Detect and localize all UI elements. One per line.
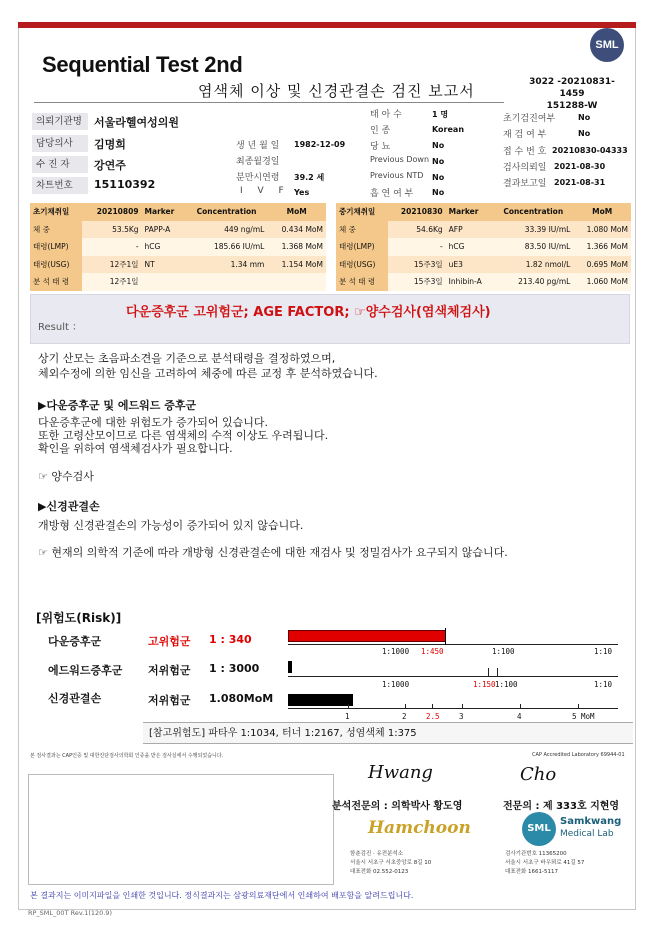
second-cell: 15주3일 <box>388 273 446 291</box>
first-cell: - <box>82 238 141 256</box>
axis1-tick-450: 1:450 <box>421 647 444 656</box>
dob-label: 생 년 월 일 <box>236 141 280 151</box>
first-cell: 태령(LMP) <box>30 238 82 256</box>
second-cell: 0.695 MoM <box>573 256 631 274</box>
name-value: 강연주 <box>94 159 126 172</box>
axis3-tick-3: 3 <box>459 712 464 721</box>
smoking-label: 흡 연 여 부 <box>370 189 414 199</box>
institution-value: 서울라헬여성의원 <box>94 116 180 129</box>
axis2-cutoff-tick <box>488 668 489 677</box>
ivf-label: I V F <box>240 186 290 196</box>
risk-axis-edwards <box>288 676 618 677</box>
cap-number: CAP Accredited Laboratory 69944-01 <box>532 752 625 758</box>
first-row <box>30 238 326 256</box>
institution-label: 의뢰기관명 <box>32 113 88 130</box>
down-edwards-heading: ▶다운증후군 및 에드워드 증후군 <box>38 399 197 412</box>
second-row <box>336 256 631 274</box>
chart-label: 차트번호 <box>32 177 88 194</box>
second-cell: 1.060 MoM <box>573 273 631 291</box>
second-cell: 20210830 <box>388 203 446 221</box>
interpretation-line-1: 상기 산모는 초음파소견을 기준으로 분석태령을 결정하였으며, <box>38 352 336 365</box>
axis3-tick-2: 2 <box>402 712 407 721</box>
second-cell: Inhibin-A <box>446 273 494 291</box>
risk-level-down: 고위험군 <box>148 635 191 648</box>
receipt-value: 20210830-04333 <box>552 146 628 155</box>
first-cell: 체 중 <box>30 221 82 239</box>
second-cell: 33.39 IU/mL <box>493 221 573 239</box>
prev-ntd-value: No <box>432 173 445 182</box>
first-cell: NT <box>142 256 186 274</box>
notes-box <box>28 774 334 885</box>
prev-down-value: No <box>432 157 445 166</box>
first-cell <box>267 273 326 291</box>
reference-risk: [참고위험도] 파타우 1:1034, 터너 1:2167, 성염색체 1:375 <box>143 722 633 744</box>
risk-bar-ntd <box>288 694 353 706</box>
specialist-signature: Cho <box>520 764 557 785</box>
second-cell: - <box>388 238 446 256</box>
second-cell: Marker <box>446 203 494 221</box>
first-cell: 분 석 태 령 <box>30 273 82 291</box>
second-cell: 중기채취일 <box>336 203 388 221</box>
receipt-label: 접 수 번 호 <box>503 147 547 157</box>
axis1-tick-100: 1:100 <box>492 647 515 656</box>
second-cell: 1.82 nmol/L <box>493 256 573 274</box>
ntd-line: 개방형 신경관결손의 가능성이 증가되어 있지 않습니다. <box>38 519 304 532</box>
down-line-3: 확인을 위하여 염색체검사가 필요합니다. <box>38 442 233 455</box>
name-label: 수 진 자 <box>32 156 88 173</box>
first-cell: 1.34 mm <box>186 256 268 274</box>
down-line-1: 다운증후군에 대한 위험도가 증가되어 있습니다. <box>38 416 269 429</box>
header-accent-bar <box>18 22 636 28</box>
first-cell <box>186 273 268 291</box>
title-divider <box>34 102 504 103</box>
specialist-name: 전문의 : 제 333호 지현영 <box>503 801 620 812</box>
axis3-tick-4: 4 <box>517 712 522 721</box>
first-screen-label: 초기검진여부 <box>503 114 556 124</box>
smoking-value: No <box>432 188 445 197</box>
second-row <box>336 203 631 221</box>
second-cell: 태령(USG) <box>336 256 388 274</box>
age-value: 39.2 세 <box>294 173 325 182</box>
axis1-tick-1000: 1:1000 <box>382 647 410 656</box>
axis3-tick-mark-25 <box>432 704 433 709</box>
first-cell: 12주1일 <box>82 273 141 291</box>
report-date-label: 결과보고일 <box>503 179 547 189</box>
retest-label: 재 검 여 부 <box>503 130 547 140</box>
test-request-value: 2021-08-30 <box>554 162 606 171</box>
first-cell: PAPP-A <box>142 221 186 239</box>
second-cell: uE3 <box>446 256 494 274</box>
first-trimester-table <box>30 203 326 291</box>
report-subtitle: 염색체 이상 및 신경관결손 검진 보고서 <box>198 82 475 100</box>
axis2-tick-150: 1:150 <box>473 680 496 689</box>
axis3-tick-25: 2.5 <box>426 712 440 721</box>
second-trimester-table <box>336 203 631 291</box>
risk-bar-down <box>288 630 446 642</box>
result-label: Result ： <box>38 322 83 333</box>
first-cell: 449 ng/mL <box>186 221 268 239</box>
form-number: RP_SML_00T Rev.1(120.9) <box>28 909 113 917</box>
second-cell: MoM <box>573 203 631 221</box>
axis3-tick-mark-3 <box>462 704 463 709</box>
analyst-name: 분석전문의 : 의학박사 황도영 <box>332 801 463 812</box>
risk-name-down: 다운증후군 <box>48 635 102 648</box>
retest-value: No <box>578 129 591 138</box>
second-cell: 체 중 <box>336 221 388 239</box>
sml-logo: SML <box>590 28 624 62</box>
axis2-tick-1000: 1:1000 <box>382 680 410 689</box>
second-cell: 1.366 MoM <box>573 238 631 256</box>
ivf-value: Yes <box>294 188 310 197</box>
recommendation-ntd: ☞ 현재의 의학적 기준에 따라 개방형 신경관결손에 대한 재검사 및 정밀검사가 요구되지 않습니다. <box>38 546 508 559</box>
lmp-label: 최종월경일 <box>236 157 280 167</box>
ntd-heading: ▶신경관결손 <box>38 500 100 513</box>
report-title: Sequential Test 2nd <box>42 52 243 77</box>
risk-level-ntd: 저위험군 <box>148 694 191 707</box>
second-row <box>336 238 631 256</box>
risk-bar-edwards <box>288 661 292 673</box>
second-cell: hCG <box>446 238 494 256</box>
second-cell: 213.40 pg/mL <box>493 273 573 291</box>
second-cell: 1.080 MoM <box>573 221 631 239</box>
risk-level-edwards: 저위험군 <box>148 664 191 677</box>
axis2-tick-10: 1:10 <box>594 680 613 689</box>
second-cell: AFP <box>446 221 494 239</box>
recommendation-amnio: ☞ 양수검사 <box>38 470 94 483</box>
first-cell: 12주1일 <box>82 256 141 274</box>
down-line-2: 또한 고령산모이므로 다른 염색체의 수적 이상도 우려됩니다. <box>38 429 329 442</box>
age-label: 분만시연령 <box>236 173 280 183</box>
first-cell: 20210809 <box>82 203 141 221</box>
first-cell: Marker <box>142 203 186 221</box>
axis3-tick-5: 5 MoM <box>572 712 595 721</box>
analyst-signature: Hwang <box>368 762 433 783</box>
risk-marker-down <box>445 628 446 645</box>
risk-ratio-down: 1 : 340 <box>209 633 252 646</box>
fetus-value: 1 명 <box>432 110 449 119</box>
second-cell: Concentration <box>493 203 573 221</box>
doctor-value: 김명희 <box>94 138 126 151</box>
race-value: Korean <box>432 125 465 134</box>
second-cell: 83.50 IU/mL <box>493 238 573 256</box>
chart-value: 15110392 <box>94 178 156 191</box>
first-cell: Concentration <box>186 203 268 221</box>
second-cell: 15주3일 <box>388 256 446 274</box>
request-number: 3022 -20210831-1459 151288-W <box>529 77 615 111</box>
samkwang-address: 검사기관번호 11365200 서울시 서초구 바우뫼로 41길 57 대표전화 1661-5117 <box>505 851 585 875</box>
risk-name-edwards: 에드워드증후군 <box>48 664 123 677</box>
test-request-label: 검사의뢰일 <box>503 163 547 173</box>
first-row <box>30 203 326 221</box>
second-row <box>336 273 631 291</box>
second-row <box>336 221 631 239</box>
second-cell: 54.6Kg <box>388 221 446 239</box>
first-cell: 초기채취일 <box>30 203 82 221</box>
risk-ratio-ntd: 1.080MoM <box>209 692 274 705</box>
first-cell: 185.66 IU/mL <box>186 238 268 256</box>
first-screen-value: No <box>578 113 591 122</box>
axis3-tick-1: 1 <box>345 712 350 721</box>
doctor-label: 담당의사 <box>32 135 88 152</box>
axis3-tick-mark-2 <box>405 704 406 709</box>
first-cell: 태령(USG) <box>30 256 82 274</box>
first-cell: 1.368 MoM <box>267 238 326 256</box>
samkwang-logo-sub: Medical Lab <box>560 829 614 839</box>
axis2-tick-100: 1:100 <box>495 680 518 689</box>
first-row <box>30 221 326 239</box>
race-label: 인 종 <box>370 126 391 136</box>
first-cell: 1.154 MoM <box>267 256 326 274</box>
footer-notice: 본 결과지는 이미지파일을 인쇄한 것입니다. 정식결과지는 삼광의료재단에서 인쇄하여 배포함을 알려드립니다. <box>30 891 414 900</box>
prev-ntd-label: Previous NTD <box>370 171 424 180</box>
axis3-tick-mark-4 <box>520 704 521 709</box>
first-cell: hCG <box>142 238 186 256</box>
first-row <box>30 256 326 274</box>
second-cell: 분 석 태 령 <box>336 273 388 291</box>
risk-axis-down <box>288 644 618 645</box>
diabetes-label: 당 뇨 <box>370 142 391 152</box>
risk-ratio-edwards: 1 : 3000 <box>209 662 260 675</box>
accreditation-note: 본 검사결과는 CAP인증 및 대한진단검사의학회 인증을 받은 검사실에서 수행되었습니다. <box>30 753 224 759</box>
interpretation-line-2: 체외수정에 의한 임신을 고려하여 체중에 따른 교정 후 분석하였습니다. <box>38 367 378 380</box>
axis3-tick-mark-1 <box>348 704 349 709</box>
hamchoon-logo: Hamchoon <box>368 818 471 838</box>
first-cell: 53.5Kg <box>82 221 141 239</box>
first-cell <box>142 273 186 291</box>
first-row <box>30 273 326 291</box>
first-cell: MoM <box>267 203 326 221</box>
diabetes-value: No <box>432 141 445 150</box>
prev-down-label: Previous Down <box>370 155 430 164</box>
risk-axis-ntd <box>288 708 618 709</box>
axis2-tick-mark <box>497 668 498 677</box>
risk-heading: [위험도(Risk)] <box>36 611 122 625</box>
second-cell: 태령(LMP) <box>336 238 388 256</box>
axis3-tick-mark-5 <box>578 704 579 709</box>
sml-lab-logo-mark: SML <box>522 812 556 846</box>
first-cell: 0.434 MoM <box>267 221 326 239</box>
dob-value: 1982-12-09 <box>294 140 346 149</box>
fetus-label: 태 아 수 <box>370 110 402 120</box>
samkwang-logo-main: Samkwang <box>560 816 622 827</box>
result-text: 다운증후군 고위험군; AGE FACTOR; ☞양수검사(염색체검사) <box>126 305 491 320</box>
axis1-tick-10: 1:10 <box>594 647 613 656</box>
risk-name-ntd: 신경관결손 <box>48 692 102 705</box>
hamchoon-address: 함춘검진 · 유전분석소 서울시 서초구 서초중앙로 8길 10 대표전화 02.552-0123 <box>350 851 432 875</box>
report-date-value: 2021-08-31 <box>554 178 606 187</box>
